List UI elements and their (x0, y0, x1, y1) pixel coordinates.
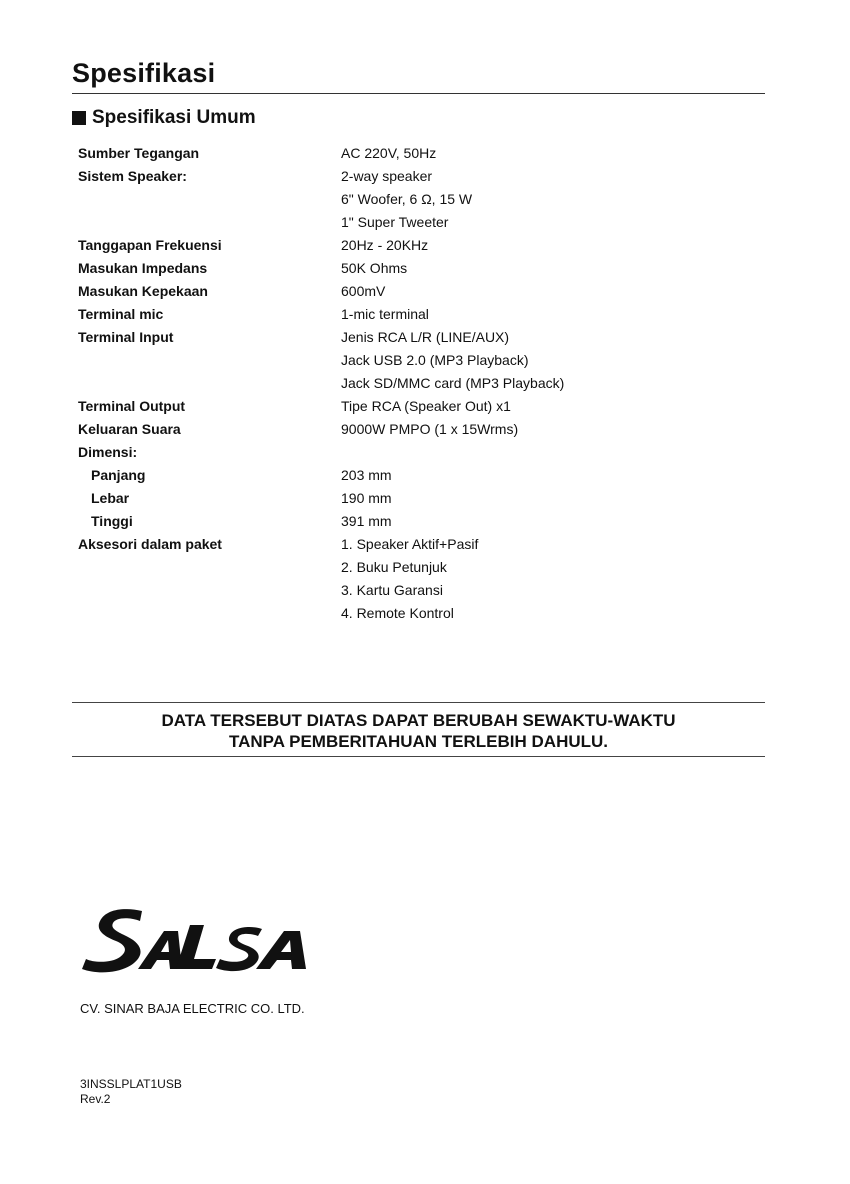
spec-label: Sistem Speaker: (78, 167, 187, 184)
spec-row (78, 555, 638, 578)
spec-value: 600mV (341, 282, 386, 299)
spec-row (78, 440, 638, 463)
spec-label: Terminal mic (78, 305, 164, 322)
spec-label (78, 555, 341, 578)
spec-value: 190 mm (341, 489, 392, 506)
spec-label: Keluaran Suara (78, 420, 181, 437)
spec-row (78, 578, 638, 601)
notice-line-1: DATA TERSEBUT DIATAS DAPAT BERUBAH SEWAKTU-WAKTU (161, 711, 676, 730)
spec-row (78, 210, 638, 233)
spec-row (78, 532, 638, 555)
spec-row (78, 302, 638, 325)
spec-label: Tanggapan Frekuensi (78, 236, 222, 253)
title-divider (72, 93, 765, 94)
spec-label: Masukan Impedans (78, 259, 208, 276)
spec-row (78, 463, 638, 486)
notice-divider-top (72, 702, 765, 703)
spec-row (78, 486, 638, 509)
spec-value: 203 mm (341, 466, 392, 483)
spec-row (78, 187, 638, 210)
spec-value: Jenis RCA L/R (LINE/AUX) (341, 328, 510, 345)
spec-value: AC 220V, 50Hz (341, 144, 437, 161)
spec-label: Lebar (91, 489, 130, 506)
spec-label (78, 578, 341, 601)
spec-value: Tipe RCA (Speaker Out) x1 (341, 397, 511, 414)
document-code: 3INSSLPLAT1USB (80, 1077, 182, 1091)
spec-value: 4. Remote Kontrol (341, 604, 454, 621)
spec-row (78, 141, 638, 164)
spec-label (78, 210, 341, 233)
spec-table (78, 141, 638, 624)
spec-value: 20Hz - 20KHz (341, 236, 429, 253)
document-info (80, 1077, 182, 1107)
notice (72, 710, 765, 752)
spec-label: Masukan Kepekaan (78, 282, 208, 299)
spec-label (78, 601, 341, 624)
spec-row (78, 509, 638, 532)
spec-value: 2. Buku Petunjuk (341, 558, 447, 575)
spec-label (78, 371, 341, 394)
spec-label: Aksesori dalam paket (78, 535, 222, 552)
spec-row (78, 164, 638, 187)
spec-row (78, 417, 638, 440)
spec-value: 1-mic terminal (341, 305, 429, 322)
spec-label: Terminal Output (78, 397, 186, 414)
spec-row (78, 371, 638, 394)
salsa-logo (80, 905, 340, 975)
spec-row (78, 233, 638, 256)
spec-row (78, 256, 638, 279)
spec-value: 6" Woofer, 6 Ω, 15 W (341, 190, 473, 207)
spec-label: Sumber Tegangan (78, 144, 200, 161)
section-title: Spesifikasi Umum (92, 107, 256, 128)
spec-row (78, 348, 638, 371)
spec-row (78, 325, 638, 348)
spec-value: 9000W PMPO (1 x 15Wrms) (341, 420, 519, 437)
page-title: Spesifikasi (72, 58, 216, 88)
spec-value: 1. Speaker Aktif+Pasif (341, 535, 479, 552)
square-bullet-icon (72, 111, 86, 125)
spec-value: Jack SD/MMC card (MP3 Playback) (341, 374, 565, 391)
spec-value (341, 440, 638, 463)
spec-value: 2-way speaker (341, 167, 433, 184)
company-name: CV. SINAR BAJA ELECTRIC CO. LTD. (80, 1001, 305, 1016)
spec-row (78, 279, 638, 302)
spec-value: Jack USB 2.0 (MP3 Playback) (341, 351, 529, 368)
spec-value: 1" Super Tweeter (341, 213, 449, 230)
spec-label (78, 187, 341, 210)
spec-value: 3. Kartu Garansi (341, 581, 443, 598)
section-heading (72, 107, 256, 129)
spec-label: Terminal Input (78, 328, 174, 345)
spec-label: Dimensi: (78, 443, 138, 460)
spec-row (78, 601, 638, 624)
spec-value: 50K Ohms (341, 259, 408, 276)
notice-line-2: TANPA PEMBERITAHUAN TERLEBIH DAHULU. (228, 732, 609, 751)
document-revision: Rev.2 (80, 1092, 111, 1106)
spec-label: Panjang (91, 466, 146, 483)
spec-label (78, 348, 341, 371)
spec-row (78, 394, 638, 417)
notice-divider-bottom (72, 756, 765, 757)
spec-value: 391 mm (341, 512, 392, 529)
spec-label: Tinggi (91, 512, 133, 529)
